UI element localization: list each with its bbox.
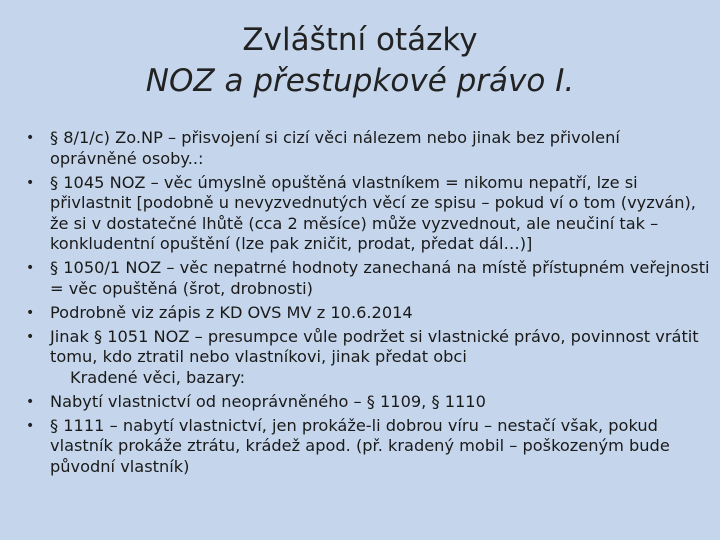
- bullet-list: [26, 128, 710, 481]
- bullet-text: § 1045 NOZ – věc úmyslně opuštěná vlastníkem = nikomu nepatří, lze si přivlastnit [podobně u nevyzvednutých věcí ze spisu – pokud ví o tom (vyzván), že si v dostatečné lhůtě (cca 2 měsíce) může vyzvednout, ale neučiní tak – konkludentní opuštění (lze pak zničit, prodat, předat dál…)]: [50, 172, 696, 253]
- bullet-item: [26, 303, 710, 324]
- bullet-dot: •: [26, 260, 35, 276]
- title-line-1: Zvláštní otázky: [242, 22, 478, 58]
- bullet-item: [26, 392, 710, 413]
- bullet-text: Nabytí vlastnictví od neoprávněného – § 1109, § 1110: [50, 391, 486, 411]
- bullet-text: Jinak § 1051 NOZ – presumpce vůle podržet si vlastnické právo, povinnost vrátit tomu, kdo ztratil nebo vlastníkovi, jinak předat obci: [50, 326, 699, 366]
- bullet-dot: •: [26, 304, 35, 321]
- bullet-item: [26, 416, 710, 478]
- bullet-text: § 1050/1 NOZ – věc nepatrné hodnoty zanechaná na místě přístupném veřejnosti = věc opuštěná (šrot, drobnosti): [50, 258, 710, 298]
- bullet-item: [26, 128, 710, 169]
- bullet-dot: •: [26, 174, 35, 191]
- bullet-text: § 8/1/c) Zo.NP – přisvojení si cizí věci nálezem nebo jinak bez přivolení oprávněné osoby..:: [50, 128, 620, 168]
- bullet-item: [26, 173, 710, 255]
- bullet-text: § 1111 – nabytí vlastnictví, jen prokáže-li dobrou víru – nestačí však, pokud vlastník prokáže ztrátu, krádež apod. (př. kradený mobil – poškozeným bude původní vlastník): [50, 415, 670, 476]
- bullet-continuation: Kradené věci, bazary:: [70, 367, 246, 387]
- bullet-dot: •: [26, 417, 35, 434]
- bullet-item: [26, 327, 710, 389]
- title-line-2: NOZ a přestupkové právo I.: [145, 63, 575, 99]
- bullet-text: Podrobně viz zápis z KD OVS MV z 10.6.2014: [50, 302, 413, 322]
- bullet-item: [26, 258, 710, 299]
- bullet-dot: •: [26, 328, 35, 345]
- slide-title: [0, 20, 720, 102]
- bullet-dot: •: [26, 130, 35, 146]
- bullet-dot: •: [26, 393, 35, 410]
